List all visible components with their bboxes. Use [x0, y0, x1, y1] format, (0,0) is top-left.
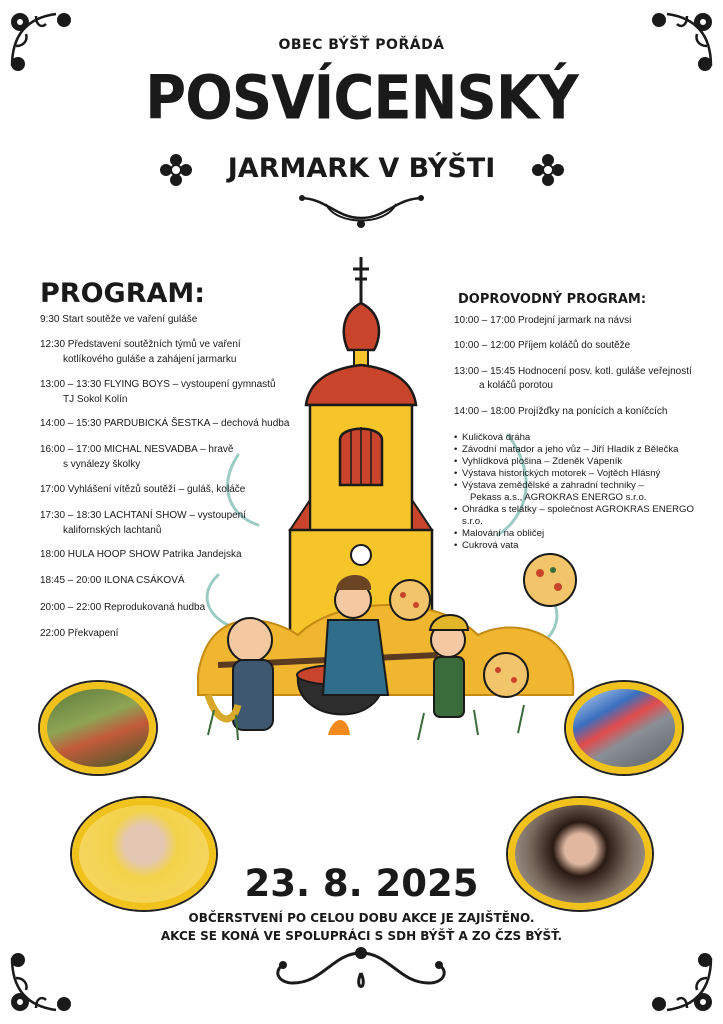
list-item: • Kuličková dráha [454, 432, 716, 444]
side-program-item: 10:00 – 12:00 Příjem koláčů do soutěže [454, 340, 631, 351]
list-item: • Výstava historických motorek – Vojtěch Hlásný [454, 468, 716, 480]
program-item: 13:00 – 13:30 FLYING BOYS – vystoupení gymnastů TJ Sokol Kolín [40, 379, 276, 405]
sea-lion-photo [566, 682, 682, 774]
poster-title: POSVÍCENSKÝ [145, 63, 578, 134]
list-item: • Vyhlídková plošina – Zdeněk Vápeník [454, 456, 716, 468]
list-item: • Cukrová vata [454, 540, 716, 552]
list-item: • Malování na obličej [454, 528, 716, 540]
gymnasts-photo [40, 682, 156, 774]
footer-line-1: OBČERSTVENÍ PO CELOU DOBU AKCE JE ZAJIŠTĚNO. [188, 911, 535, 925]
program-item: 9:30 Start soutěže ve vaření guláše [40, 314, 198, 325]
attractions-list [454, 432, 716, 552]
list-item: • Ohrádka s telátky – společnost AGROKRAS ENERGO s.r.o. [454, 504, 716, 528]
program-item: 17:00 Vyhlášení vítězů soutěží – guláš, koláče [40, 484, 246, 495]
poster-subtitle: JARMARK V BÝŠTI [227, 153, 496, 184]
flower-ornament-icon [530, 152, 566, 188]
program-item: 16:00 – 17:00 MICHAL NESVADBA – hravě s vynálezy školky [40, 444, 234, 470]
list-item: • Výstava zemědělské a zahradní techniky – Pekass a.s., AGROKRAS ENERGO s.r.o. [454, 480, 716, 504]
program-item: 18:00 HULA HOOP SHOW Patrika Jandejska [40, 549, 242, 560]
scroll-ornament [296, 190, 427, 232]
corner-ornament-bottom-right [647, 948, 717, 1018]
footer-line-2: AKCE SE KONÁ VE SPOLUPRÁCI S SDH BÝŠŤ A ZO ČZS BÝŠŤ. [160, 929, 563, 943]
program-item: 17:30 – 18:30 LACHTANÍ SHOW – vystoupení kalifornských lachtanů [40, 510, 247, 536]
side-program-item: 14:00 – 18:00 Projížďky na ponících a koníčcích [454, 406, 668, 417]
program-item: 14:00 – 15:30 PARDUBICKÁ ŠESTKA – dechová hudba [40, 418, 290, 429]
program-item: 20:00 – 22:00 Reprodukovaná hudba [40, 602, 206, 613]
bottom-ornament [263, 943, 460, 1001]
side-program-item: 10:00 – 17:00 Prodejní jarmark na návsi [454, 315, 632, 326]
organizer-line: OBEC BÝŠŤ POŘÁDÁ [278, 37, 445, 53]
side-program-heading: DOPROVODNÝ PROGRAM: [458, 292, 647, 307]
list-item: • Závodní matador a jeho vůz – Jiří Hladík z Bělečka [454, 444, 716, 456]
program-item: 12:30 Představení soutěžních týmů ve vaření kotlíkového guláše a zahájení jarmarku [40, 339, 241, 365]
program-heading: PROGRAM: [40, 278, 206, 309]
program-item: 22:00 Překvapení [40, 628, 119, 639]
event-date: 23. 8. 2025 [244, 862, 479, 905]
corner-ornament-bottom-left [6, 948, 76, 1018]
side-program-item: 13:00 – 15:45 Hodnocení posv. kotl. guláše veřejností a koláčů porotou [454, 366, 692, 391]
program-item: 18:45 – 20:00 ILONA CSÁKOVÁ [40, 575, 185, 586]
